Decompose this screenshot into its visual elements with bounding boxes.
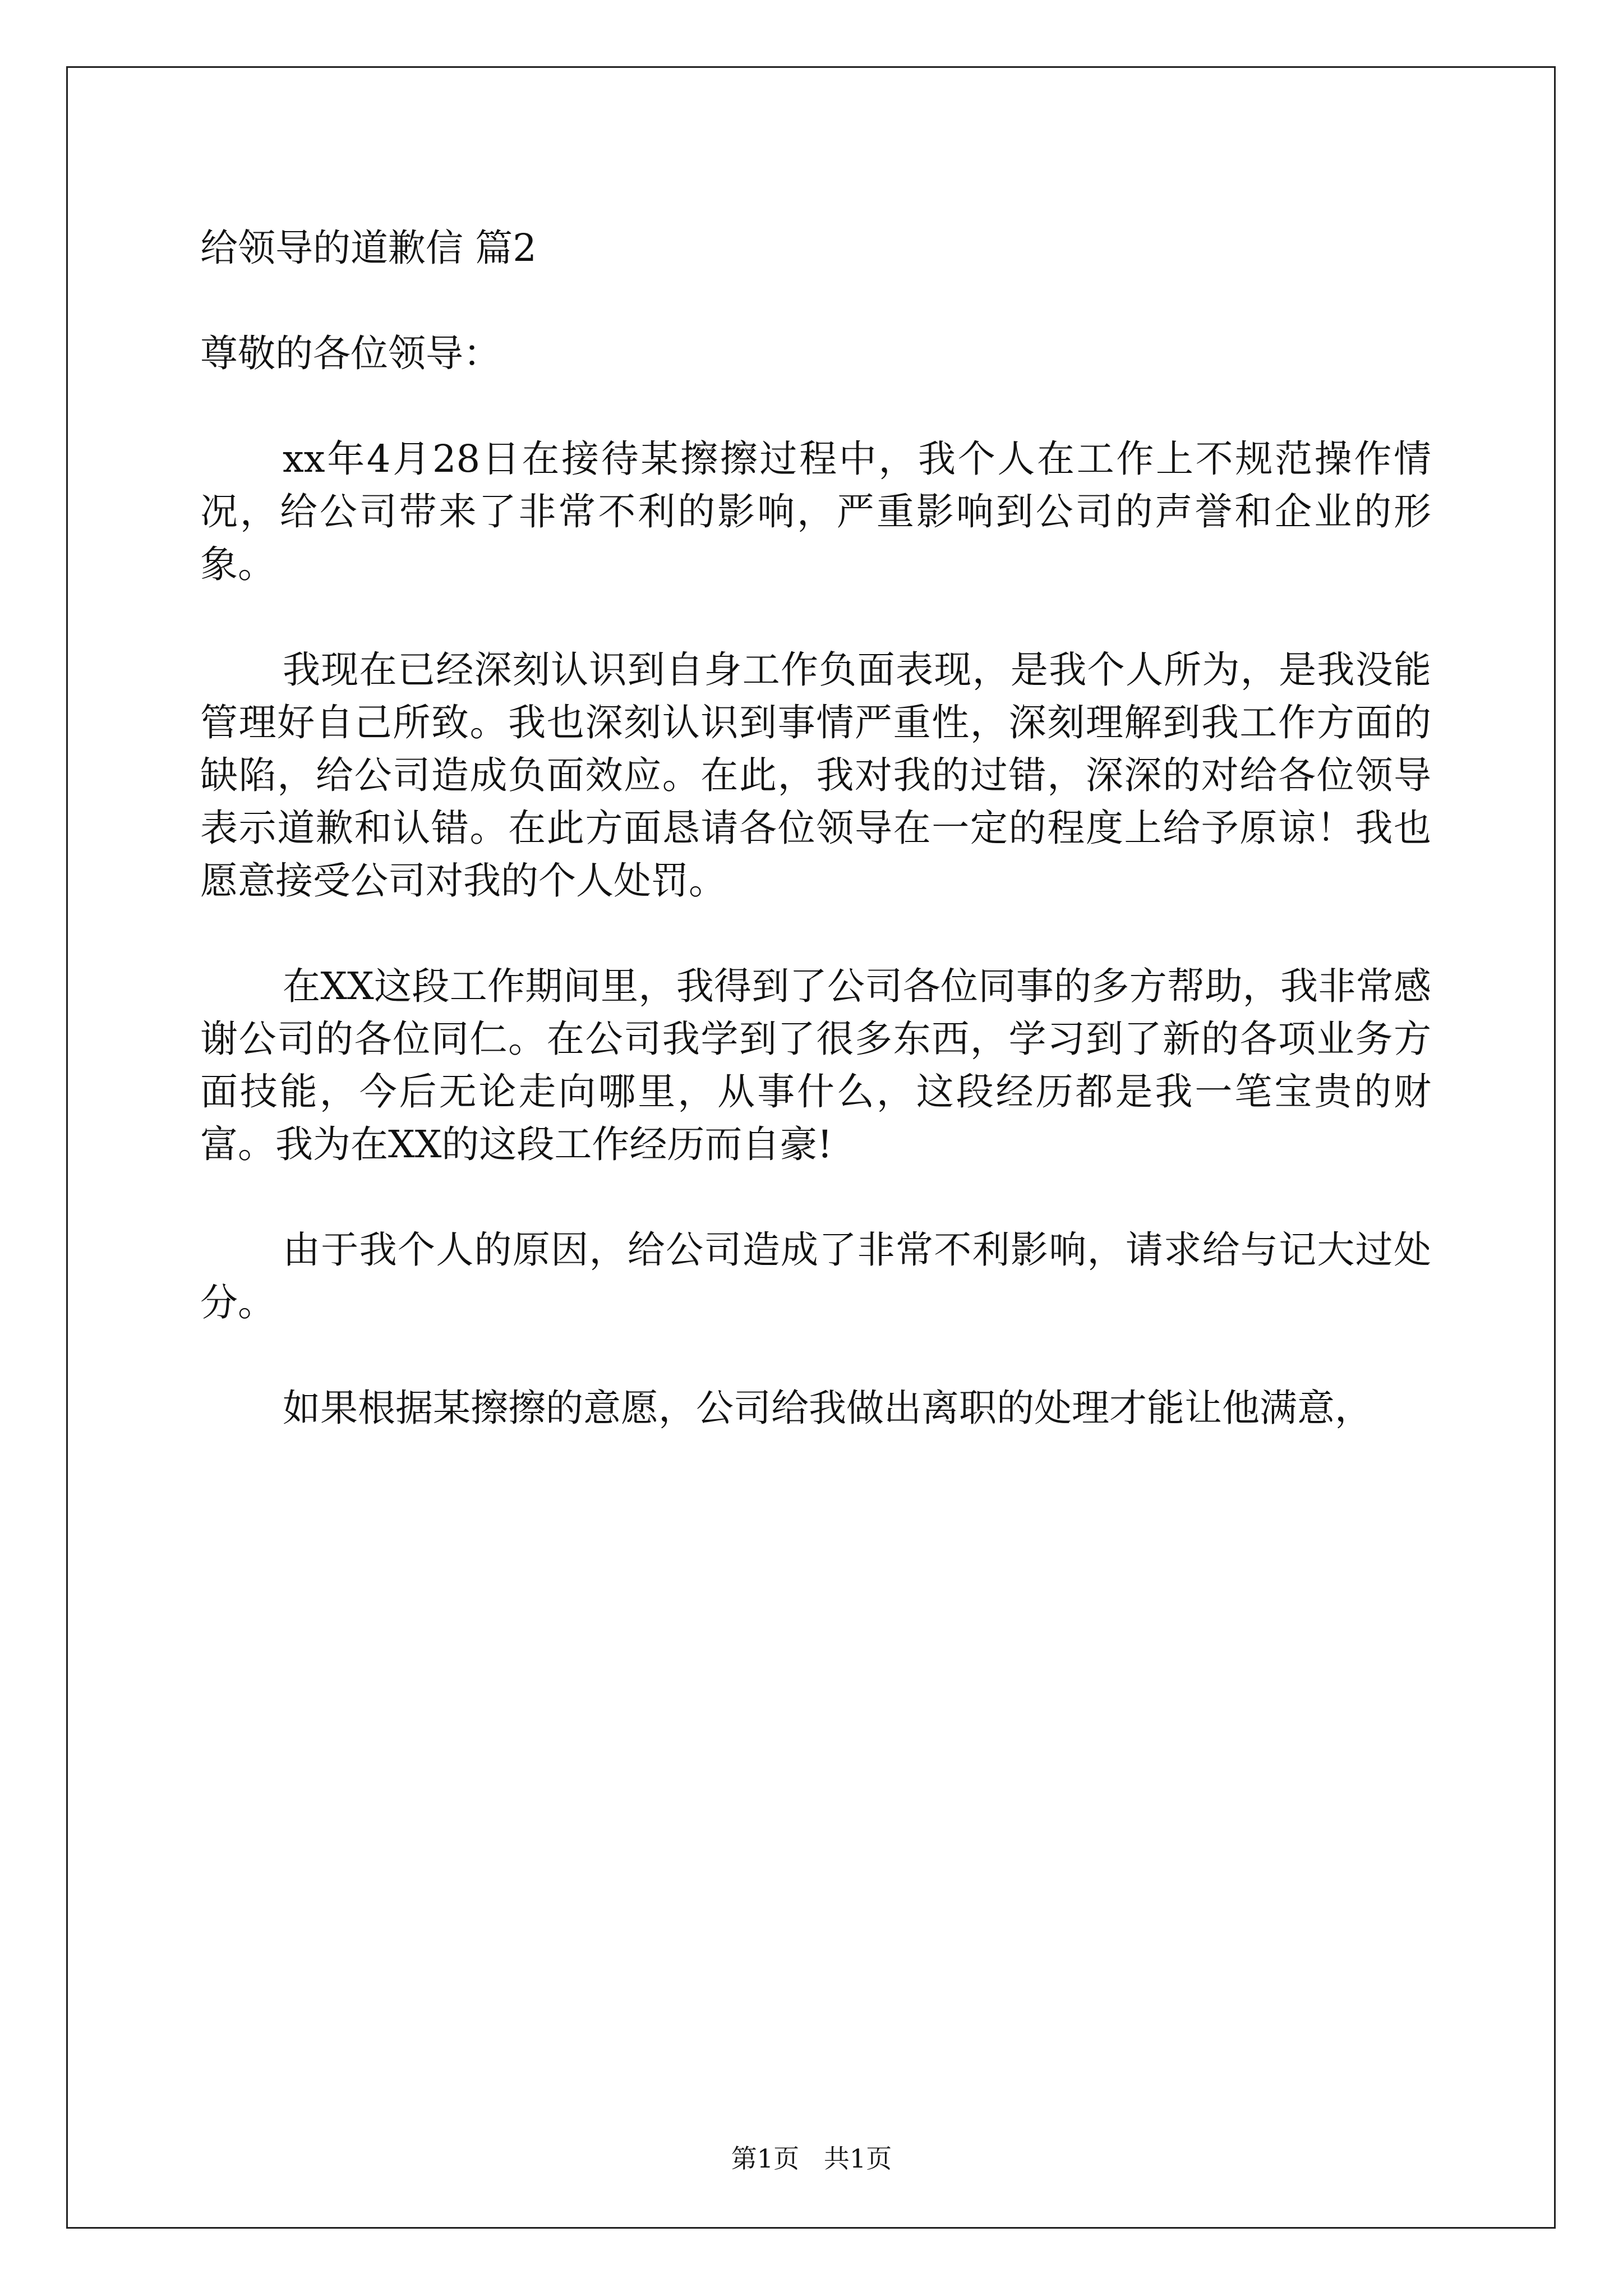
letter-greeting: 尊敬的各位领导： <box>200 332 501 375</box>
page-footer: 第1页 共1页 <box>731 2143 892 2174</box>
paragraph-4: 由于我个人的原因，给公司造成了非常不利影响，请求给与记大过处分。 <box>200 1228 1431 1324</box>
letter-body <box>200 222 1431 1434</box>
letter-title: 给领导的道歉信 篇2 <box>200 226 537 270</box>
paragraph-2: 我现在已经深刻认识到自身工作负面表现，是我个人所为，是我没能管理好自己所致。我也深刻认识到事情严重性，深刻理解到我工作方面的缺陷，给公司造成负面效应。在此，我对我的过错，深深的对给各位领导表示道歉和认错。在此方面恳请各位领导在一定的程度上给予原谅！我也愿意接受公司对我的个人处罚。 <box>200 648 1431 903</box>
paragraph-3: 在XX这段工作期间里，我得到了公司各位同事的多方帮助，我非常感谢公司的各位同仁。在公司我学到了很多东西，学习到了新的各项业务方面技能，今后无论走向哪里，从事什么，这段经历都是我一笔宝贵的财富。我为在XX的这段工作经历而自豪! <box>200 964 1431 1166</box>
paragraph-1: xx年4月28日在接待某擦擦过程中，我个人在工作上不规范操作情况，给公司带来了非常不利的影响，严重影响到公司的声誉和企业的形象。 <box>200 437 1431 586</box>
paragraph-5: 如果根据某擦擦的意愿，公司给我做出离职的处理才能让他满意， <box>283 1386 1372 1430</box>
